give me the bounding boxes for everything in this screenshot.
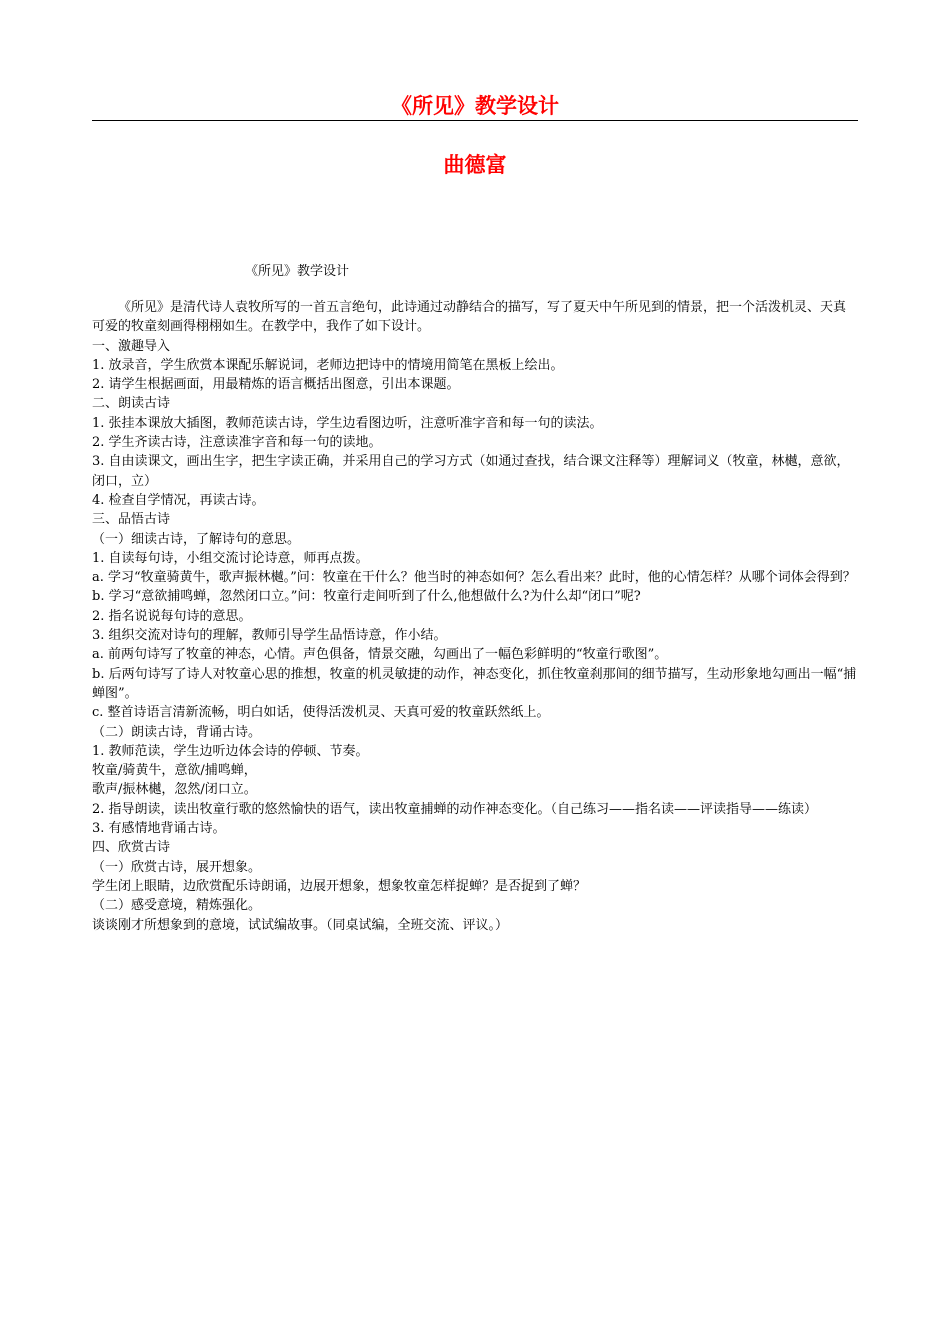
author-name: 曲德富 <box>443 153 507 177</box>
title-divider <box>92 120 858 121</box>
subsection-heading: （二）感受意境，精炼强化。 <box>92 898 262 914</box>
list-item: a. 前两句诗写了牧童的神态，心情。声色俱备，情景交融，勾画出了一幅色彩鲜明的“牧童行歌图”。 <box>92 647 668 663</box>
poem-line: 牧童/骑黄牛，意欲/捕鸣蝉， <box>92 763 257 779</box>
intro-paragraph: 《所见》是清代诗人袁牧所写的一首五言绝句，此诗通过动静结合的描写，写了夏天中午所见到的情景，把一个活泼机灵、天真可爱的牧童刻画得栩栩如生。在教学中，我作了如下设计。 <box>92 300 847 335</box>
list-item: 1. 张挂本课放大插图，教师范读古诗，学生边看图边听，注意听准字音和每一句的读法。 <box>92 415 603 431</box>
list-item: a. 学习“牧童骑黄牛，歌声振林樾。”问：牧童在干什么？他当时的神态如何？怎么看出来？此时，他的心情怎样？从哪个词体会得到？ <box>92 570 856 586</box>
list-item: 1. 教师范读，学生边听边体会诗的停顿、节奏。 <box>92 743 369 759</box>
section-heading: 一、激趣导入 <box>92 338 171 354</box>
section-heading: 二、朗读古诗 <box>92 396 171 412</box>
list-item: 2. 指名说说每句诗的意思。 <box>92 608 252 624</box>
page-title: 《所见》教学设计 <box>391 94 559 118</box>
list-item: 谈谈刚才所想象到的意境，试试编故事。（同桌试编，全班交流、评议。） <box>92 917 509 933</box>
list-item: 3. 组织交流对诗句的理解，教师引导学生品悟诗意，作小结。 <box>92 628 447 644</box>
poem-line: 歌声/振林樾，忽然/闭口立。 <box>92 782 257 798</box>
subsection-heading: （一）细读古诗，了解诗句的意思。 <box>92 531 301 547</box>
list-item: 3. 有感情地背诵古诗。 <box>92 821 226 837</box>
list-item: b. 后两句诗写了诗人对牧童心思的推想，牧童的机灵敏捷的动作，神态变化，抓住牧童刹那间的细节描写，生动形象地勾画出一幅“捕蝉图”。 <box>92 666 857 701</box>
list-item: 学生闭上眼睛，边欣赏配乐诗朗诵，边展开想象，想象牧童怎样捉蝉？是否捉到了蝉？ <box>92 878 587 894</box>
list-item: 2. 请学生根据画面，用最精炼的语言概括出图意，引出本课题。 <box>92 377 460 393</box>
list-item: 4. 检查自学情况，再读古诗。 <box>92 492 265 508</box>
subsection-heading: （一）欣赏古诗，展开想象。 <box>92 859 262 875</box>
section-heading: 四、欣赏古诗 <box>92 840 171 856</box>
document-body <box>92 298 858 935</box>
list-item: b. 学习“意欲捕鸣蝉，忽然闭口立。”问：牧童行走间听到了什么,他想做什么?为什么却“闭口”呢? <box>92 589 641 605</box>
list-item: 3. 自由读课文，画出生字，把生字读正确，并采用自己的学习方式（如通过查找，结合课文注释等）理解词义（牧童，林樾，意欲，闭口，立） <box>92 454 850 489</box>
list-item: 2. 指导朗读，读出牧童行歌的悠然愉快的语气，读出牧童捕蝉的动作神态变化。（自己练习——指名读——评读指导——练读） <box>92 801 818 817</box>
list-item: 1. 放录音，学生欣赏本课配乐解说词，老师边把诗中的情境用简笔在黑板上绘出。 <box>92 357 564 373</box>
document-subtitle: 《所见》教学设计 <box>245 264 350 279</box>
list-item: 2. 学生齐读古诗，注意读准字音和每一句的读地。 <box>92 435 382 451</box>
list-item: 1. 自读每句诗，小组交流讨论诗意，师再点拨。 <box>92 550 369 566</box>
list-item: c. 整首诗语言清新流畅，明白如话，使得活泼机灵、天真可爱的牧童跃然纸上。 <box>92 705 550 721</box>
section-heading: 三、品悟古诗 <box>92 512 171 528</box>
subsection-heading: （二）朗读古诗，背诵古诗。 <box>92 724 262 740</box>
